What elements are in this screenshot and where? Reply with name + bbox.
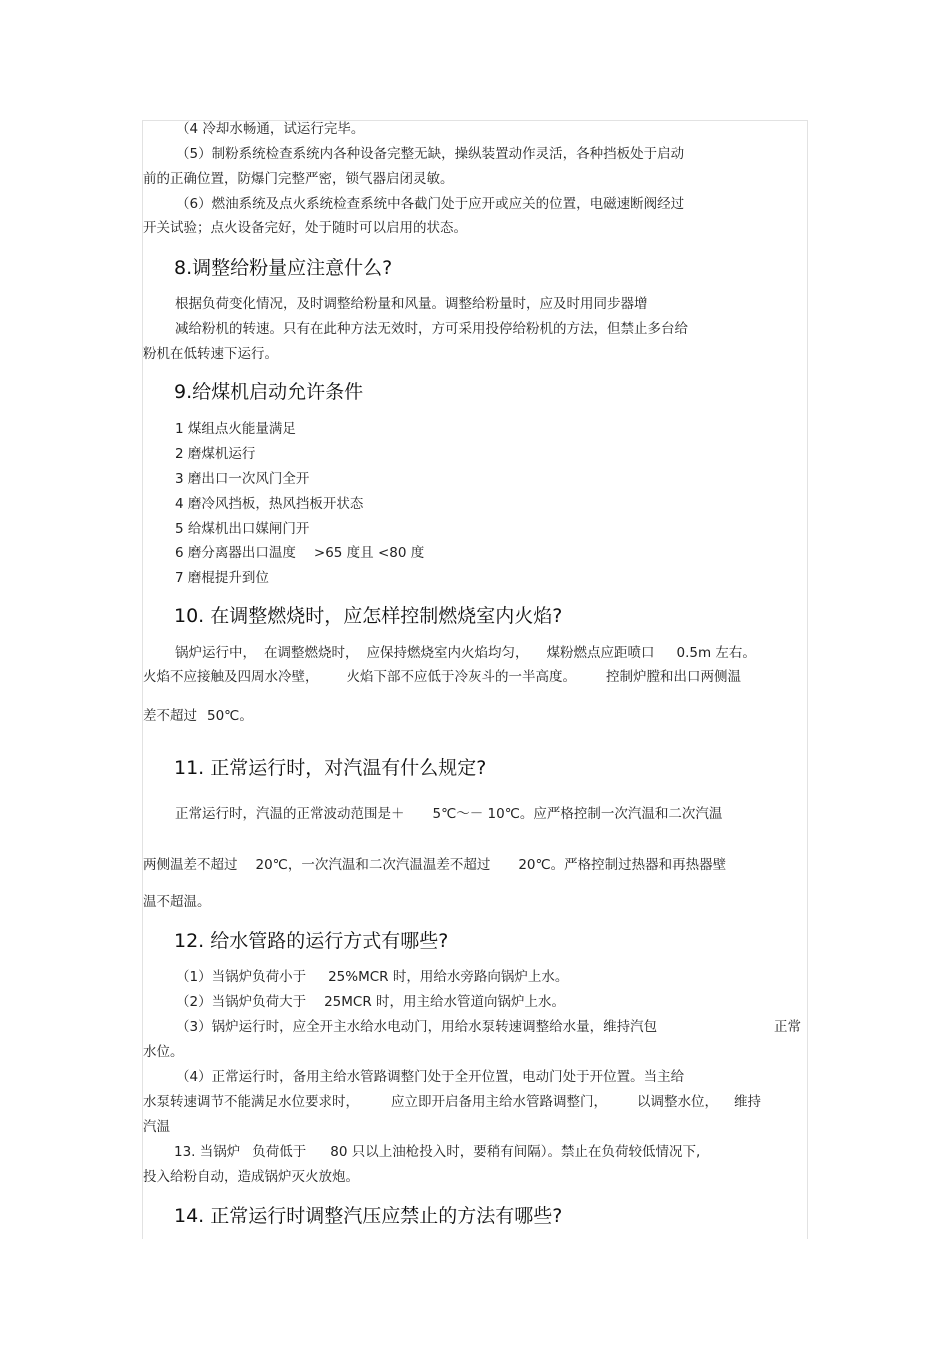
list-item: 7 磨棍提升到位 bbox=[175, 570, 269, 586]
text-line bbox=[175, 805, 722, 823]
text-segment: 20℃，一次汽温和二次汽温温差不超过 bbox=[255, 857, 491, 873]
list-item: 2 磨煤机运行 bbox=[175, 446, 256, 462]
text-segment: 20℃。严格控制过热器和再热器壁 bbox=[518, 857, 727, 873]
text-segment: 在调整燃烧时， bbox=[264, 645, 359, 661]
text-line: 减给粉机的转速。只有在此种方法无效时，方可采用投停给粉机的方法，但禁止多台给 bbox=[175, 321, 688, 337]
list-item: 5 给煤机出口媒闸门开 bbox=[175, 521, 310, 537]
text-line bbox=[143, 1093, 761, 1111]
section-heading: 10. 在调整燃烧时，应怎样控制燃烧室内火焰? bbox=[174, 605, 563, 627]
text-line: 温不超温。 bbox=[143, 894, 211, 910]
text-line: （3）锅炉运行时，应全开主水给水电动门，用给水泵转速调整给水量，维持汽包 bbox=[176, 1019, 658, 1035]
text-segment: 差不超过 bbox=[143, 708, 197, 724]
text-segment: 火焰不应接触及四周水冷壁， bbox=[143, 669, 319, 685]
text-line bbox=[143, 707, 253, 725]
list-item: 3 磨出口一次风门全开 bbox=[175, 471, 310, 487]
section-heading: 11. 正常运行时，对汽温有什么规定? bbox=[174, 757, 487, 779]
text-line: （4 冷却水畅通，试运行完毕。 bbox=[176, 121, 365, 137]
text-segment: 0.5m 左右。 bbox=[676, 645, 756, 661]
text-segment: 80 只以上油枪投入时，要稍有间隔）。禁止在负荷较低情况下, bbox=[330, 1144, 701, 1160]
text-segment: （2）当锅炉负荷大于 bbox=[176, 994, 307, 1010]
text-segment: （1）当锅炉负荷小于 bbox=[176, 969, 307, 985]
list-item-text: 6 磨分离器出口温度 bbox=[175, 545, 296, 561]
text-line: （4）正常运行时，备用主给水管路调整门处于全开位置，电动门处于开位置。当主给 bbox=[176, 1069, 685, 1085]
text-segment: 负荷低于 bbox=[252, 1144, 307, 1160]
text-line: 汽温 bbox=[143, 1119, 170, 1135]
text-line: 开关试验；点火设备完好，处于随时可以启用的状态。 bbox=[143, 220, 467, 236]
text-segment: 控制炉膛和出口两侧温 bbox=[606, 669, 741, 685]
text-line: 投入给粉自动，造成锅炉灭火放炮。 bbox=[143, 1169, 359, 1185]
text-line bbox=[175, 644, 756, 662]
text-segment: 煤粉燃点应距喷口 bbox=[546, 645, 655, 661]
text-segment: 50℃。 bbox=[207, 708, 253, 724]
text-line bbox=[174, 1143, 700, 1161]
text-line bbox=[143, 856, 726, 874]
text-line: （5）制粉系统检查系统内各种设备完整无缺，操纵装置动作灵活，各种挡板处于启动 bbox=[176, 146, 685, 162]
text-line: 正常 bbox=[774, 1019, 801, 1035]
section-heading: 12. 给水管路的运行方式有哪些? bbox=[174, 930, 449, 952]
section-heading: 8.调整给粉量应注意什么? bbox=[174, 257, 393, 279]
section-heading: 9.给煤机启动允许条件 bbox=[174, 381, 364, 403]
list-item: 4 磨冷风挡板，热风挡板开状态 bbox=[175, 496, 364, 512]
text-segment: 正常运行时，汽温的正常波动范围是＋ bbox=[175, 806, 405, 822]
text-line bbox=[176, 993, 565, 1011]
text-segment: 锅炉运行中， bbox=[175, 645, 256, 661]
text-line bbox=[176, 968, 568, 986]
text-segment: 25%MCR 时，用给水旁路向锅炉上水。 bbox=[328, 969, 569, 985]
text-line: 根据负荷变化情况，及时调整给粉量和风量。调整给粉量时，应及时用同步器增 bbox=[175, 296, 648, 312]
text-segment: 应立即开启备用主给水管路调整门， bbox=[391, 1094, 607, 1110]
text-segment: 水泵转速调节不能满足水位要求时， bbox=[143, 1094, 359, 1110]
text-line: 粉机在低转速下运行。 bbox=[143, 346, 278, 362]
text-segment: 13. 当锅炉 bbox=[174, 1144, 241, 1160]
list-item bbox=[175, 544, 424, 562]
text-segment: 5℃～－ 10℃。应严格控制一次汽温和二次汽温 bbox=[432, 806, 723, 822]
list-item: 1 煤组点火能量满足 bbox=[175, 421, 296, 437]
text-segment: 两侧温差不超过 bbox=[143, 857, 238, 873]
text-line: （6）燃油系统及点火系统检查系统中各截门处于应开或应关的位置，电磁速断阀经过 bbox=[176, 196, 685, 212]
text-segment: 25MCR 时，用主给水管道向锅炉上水。 bbox=[324, 994, 566, 1010]
text-segment: 应保持燃烧室内火焰均匀， bbox=[366, 645, 529, 661]
text-segment: 维持 bbox=[734, 1094, 761, 1110]
text-line: 水位。 bbox=[143, 1044, 184, 1060]
text-line: 前的正确位置，防爆门完整严密，锁气器启闭灵敏。 bbox=[143, 171, 454, 187]
text-line bbox=[143, 668, 741, 686]
text-segment: 火焰下部不应低于冷灰斗的一半高度。 bbox=[346, 669, 576, 685]
section-heading: 14. 正常运行时调整汽压应禁止的方法有哪些? bbox=[174, 1205, 563, 1227]
list-item-text: >65 度且 <80 度 bbox=[313, 545, 425, 561]
text-segment: 以调整水位， bbox=[637, 1094, 718, 1110]
